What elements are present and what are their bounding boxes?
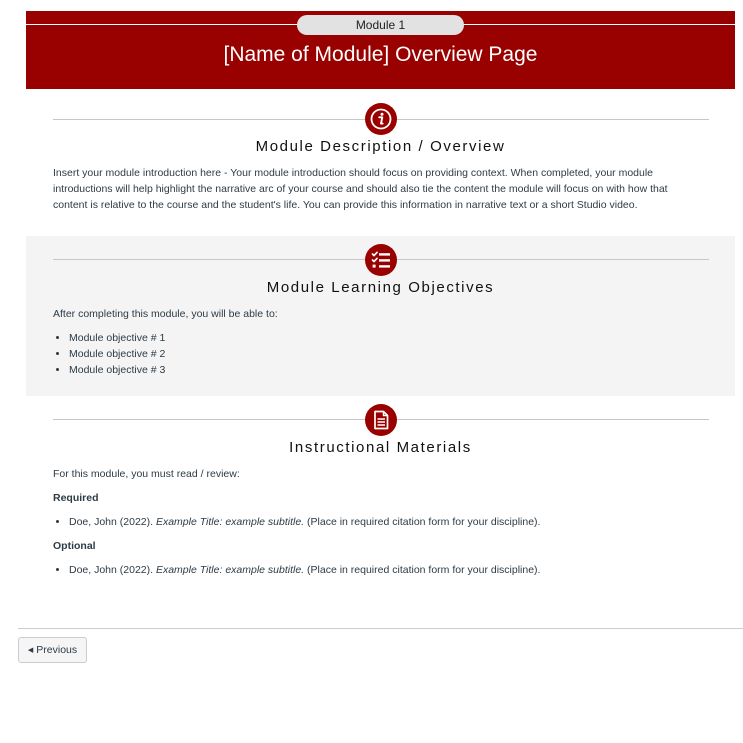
citation-note: (Place in required citation form for your discipline). — [304, 564, 541, 576]
overview-text: Insert your module introduction here - Your module introduction should focus on providing context. When completed, your module introductions will help highlight the narrative arc of your course and should also tie the content the module will focus on with how that content is relative to the course and the student's life. You can provide this information in narrative text or a short Studio video. — [53, 167, 668, 211]
chevron-left-icon: ◀ — [27, 647, 34, 654]
list-item: • Module objective # 3 — [69, 362, 165, 378]
checklist-icon — [365, 244, 397, 276]
optional-list — [53, 562, 540, 578]
previous-button-label: Previous — [36, 644, 78, 656]
module-label-pill: Module 1 — [297, 15, 464, 35]
required-list — [53, 514, 540, 530]
objectives-title: Module Learning Objectives — [266, 279, 495, 296]
info-icon — [365, 103, 397, 135]
module-banner — [26, 11, 735, 89]
objectives-intro: After completing this module, you will be able to: — [53, 308, 278, 320]
citation-title: Example Title: example subtitle. — [155, 516, 305, 528]
materials-section — [26, 400, 735, 590]
required-label: Required — [53, 492, 99, 504]
list-item: • Module objective # 1 — [69, 330, 165, 346]
citation-title: Example Title: example subtitle. — [155, 564, 305, 576]
citation-item — [69, 562, 540, 578]
citation-item — [69, 514, 540, 530]
overview-section — [26, 100, 735, 220]
materials-title: Instructional Materials — [289, 439, 472, 456]
page-title: [Name of Module] Overview Page — [223, 43, 538, 66]
previous-button[interactable] — [18, 637, 87, 663]
citation-author: Doe, John (2022). — [69, 516, 156, 528]
optional-label: Optional — [53, 540, 96, 552]
objectives-section — [26, 236, 735, 396]
citation-note: (Place in required citation form for your discipline). — [304, 516, 541, 528]
citation-author: Doe, John (2022). — [69, 564, 156, 576]
list-item: • Module objective # 2 — [69, 346, 165, 362]
materials-intro: For this module, you must read / review: — [53, 468, 240, 480]
overview-title: Module Description / Overview — [255, 138, 506, 155]
document-icon — [365, 404, 397, 436]
footer-divider — [18, 628, 743, 629]
objectives-list — [53, 330, 165, 378]
